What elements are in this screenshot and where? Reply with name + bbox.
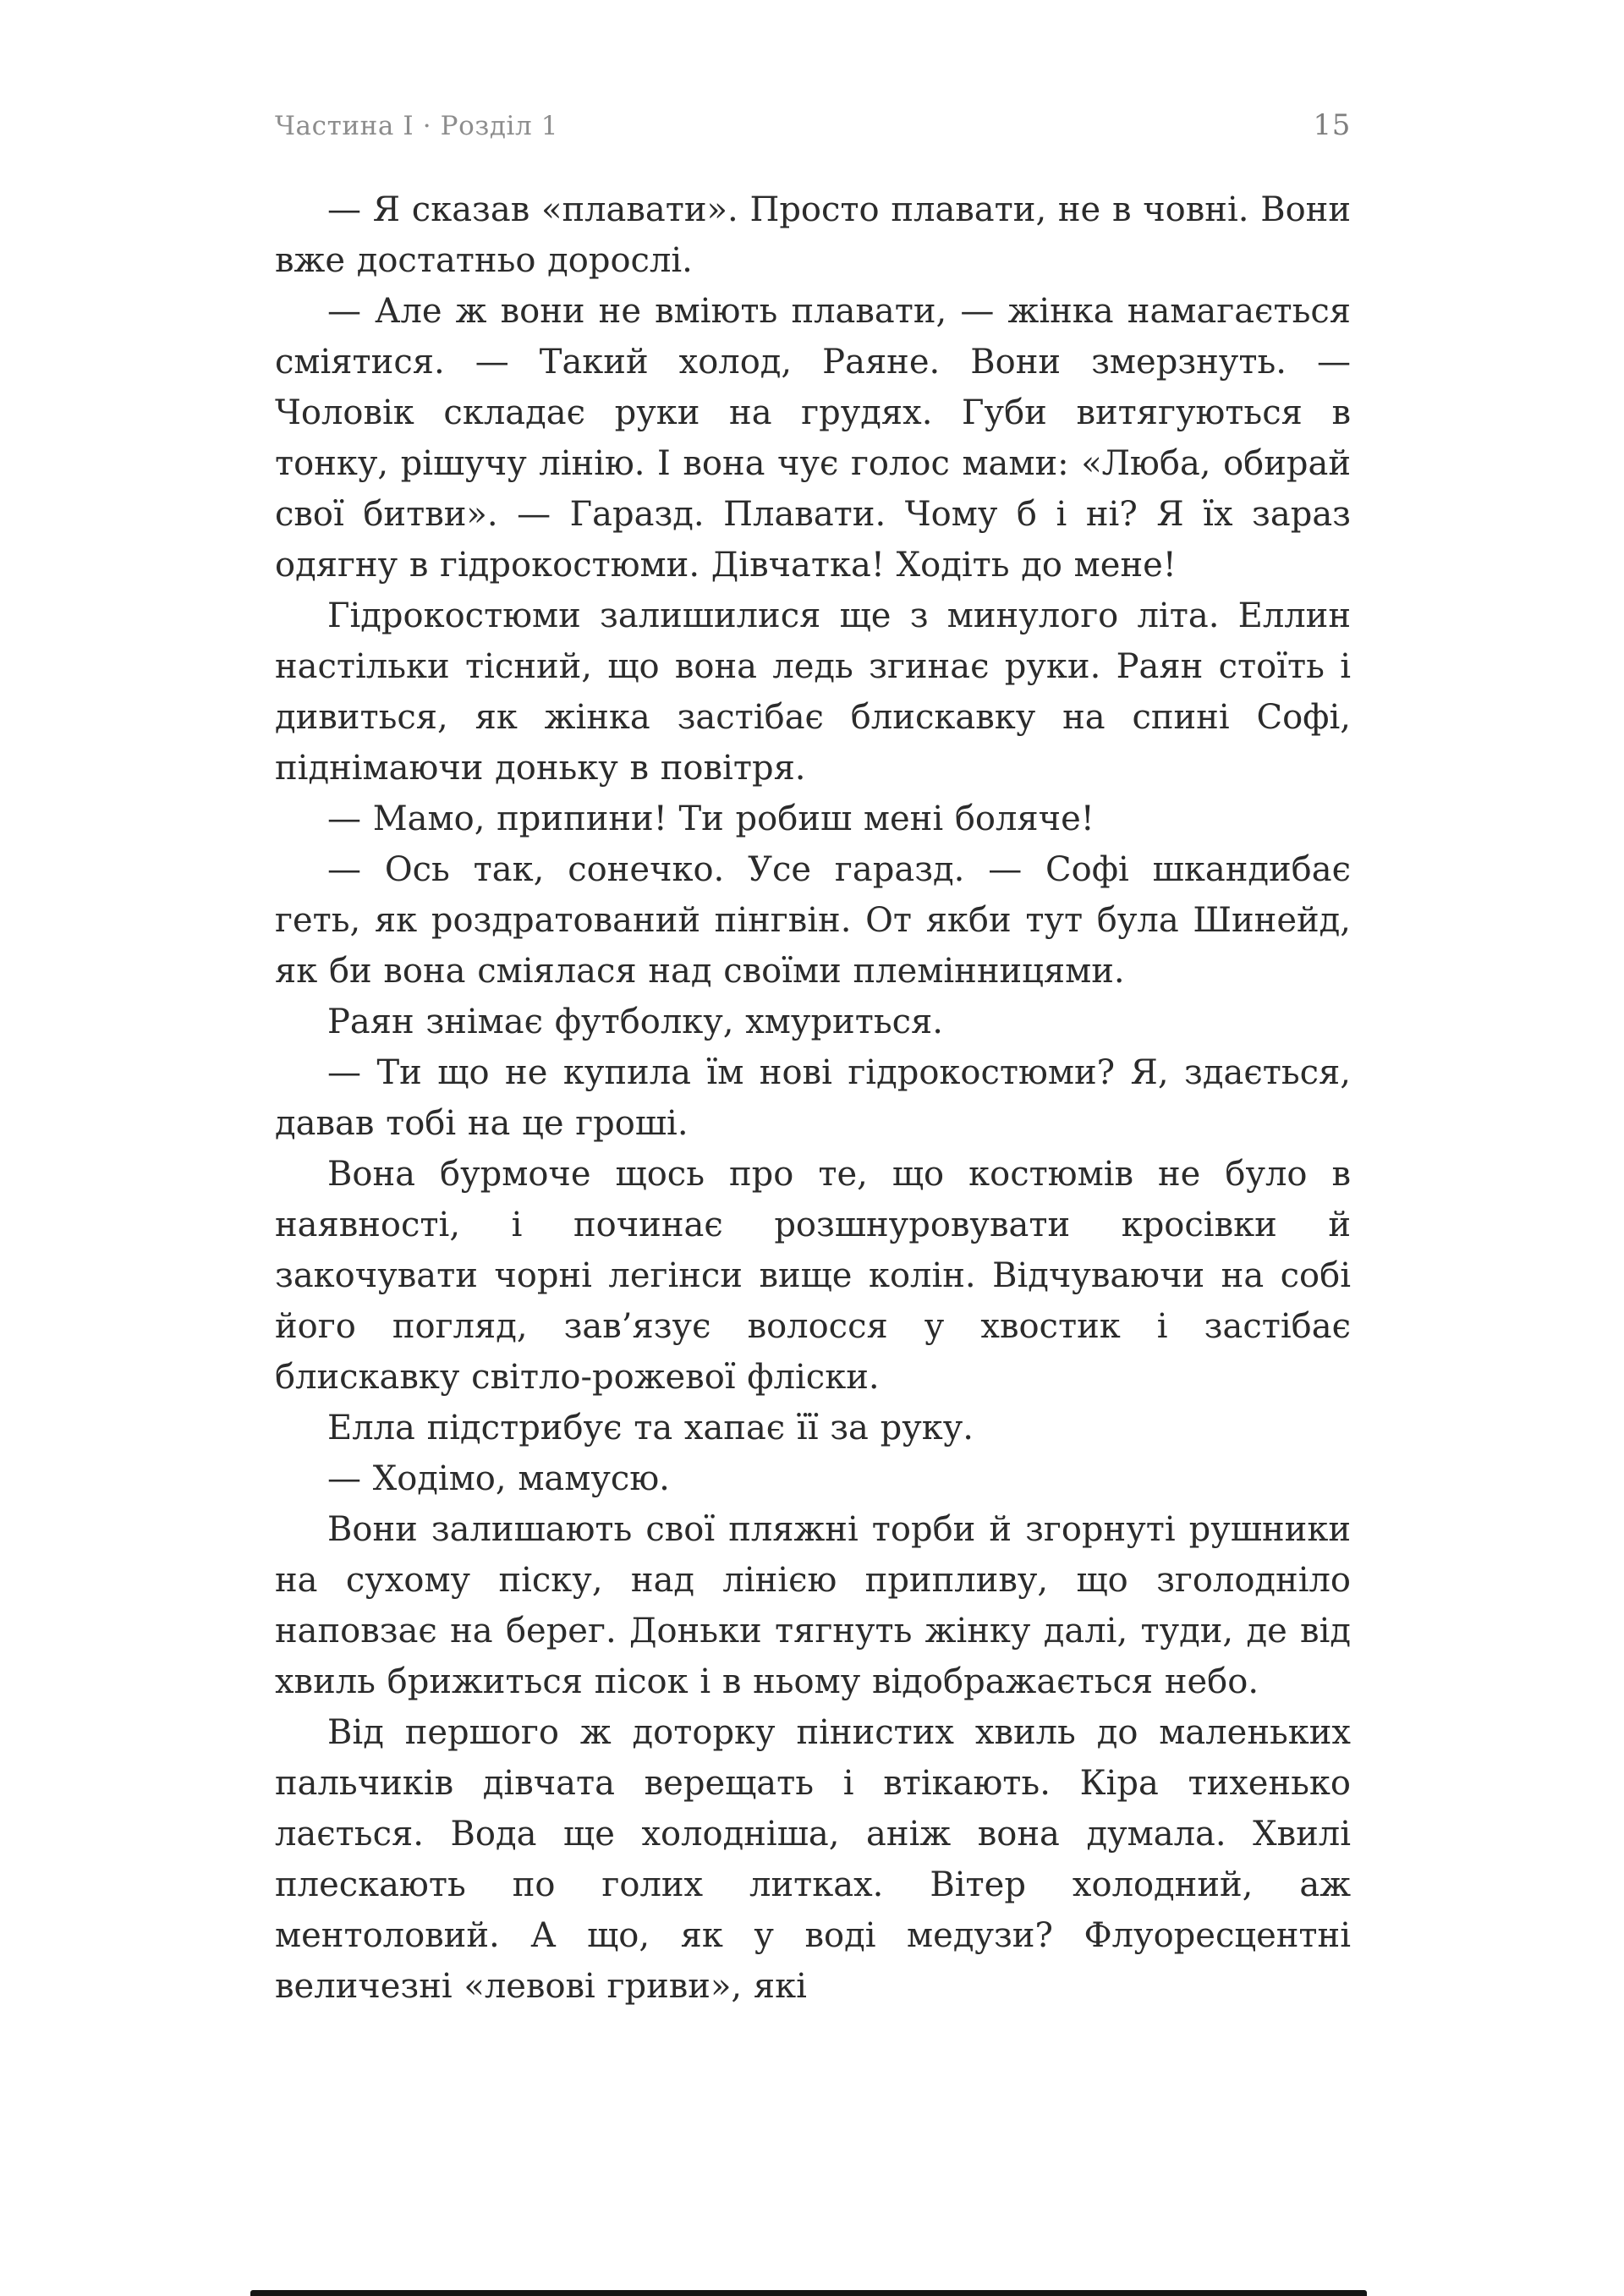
paragraph: — Я сказав «плавати». Просто плавати, не в човні. Вони вже достатньо дорослі. xyxy=(275,190,1351,280)
page-bottom-edge xyxy=(250,2290,1367,2296)
paragraph: — Ходімо, мамусю. xyxy=(327,1459,670,1498)
paragraph: — Мамо, припини! Ти робиш мені боляче! xyxy=(327,799,1095,838)
paragraph: Гідрокостюми залишилися ще з минулого літа. Еллин настільки тісний, що вона ледь згинає руки. Раян стоїть і дивиться, як жінка застібає блискавку на спині Софі, піднімаючи доньку в повітря. xyxy=(275,596,1351,788)
paragraph: — Ось так, сонечко. Усе гаразд. — Софі шкандибає геть, як роздратований пінгвін. От якби тут була Шинейд, як би вона сміялася над своїми племінницями. xyxy=(275,850,1351,991)
paragraph: Від першого ж доторку пінистих хвиль до маленьких пальчиків дівчата верещать і втікають. Кіра тихенько лається. Вода ще холодніша, аніж вона думала. Хвилі плескають по голих литках. Вітер холодний, аж ментоловий. А що, як у воді медузи? Флуоресцентні величезні «левові гриви», які xyxy=(275,1713,1351,2006)
paragraph: Елла підстрибує та хапає її за руку. xyxy=(327,1409,974,1447)
paragraph: Вона бурмоче щось про те, що костюмів не було в наявності, і починає розшнуровувати кросівки й закочувати чорні легінси вище колін. Відчуваючи на собі його погляд, зав’язує волосся у хвостик і застібає блискавку світло-рожевої фліски. xyxy=(275,1155,1351,1397)
paragraph: — Ти що не купила їм нові гідрокостюми? Я, здається, давав тобі на це гроші. xyxy=(275,1053,1351,1143)
body-text xyxy=(275,184,1351,2012)
running-title: Частина І · Розділ 1 xyxy=(275,111,559,141)
paragraph: Раян знімає футболку, хмуриться. xyxy=(327,1002,943,1041)
page-header xyxy=(275,108,1351,142)
paragraph: Вони залишають свої пляжні торби й згорнуті рушники на сухому піску, над лінією припливу, що зголодніло наповзає на берег. Доньки тягнуть жінку далі, туди, де від хвиль брижиться пісок і в ньому відображається небо. xyxy=(275,1510,1351,1701)
paragraph: — Але ж вони не вміють плавати, — жінка намагається сміятися. — Такий холод, Раяне. Вони змерзнуть. — Чоловік складає руки на грудях. Губи витягуються в тонку, рішучу лінію. І вона чує голос мами: «Люба, обирай свої битви». — Гаразд. Плавати. Чому б і ні? Я їх зараз одягну в гідрокостюми. Дівчатка! Ходіть до мене! xyxy=(275,292,1351,585)
page-number: 15 xyxy=(1313,108,1351,142)
